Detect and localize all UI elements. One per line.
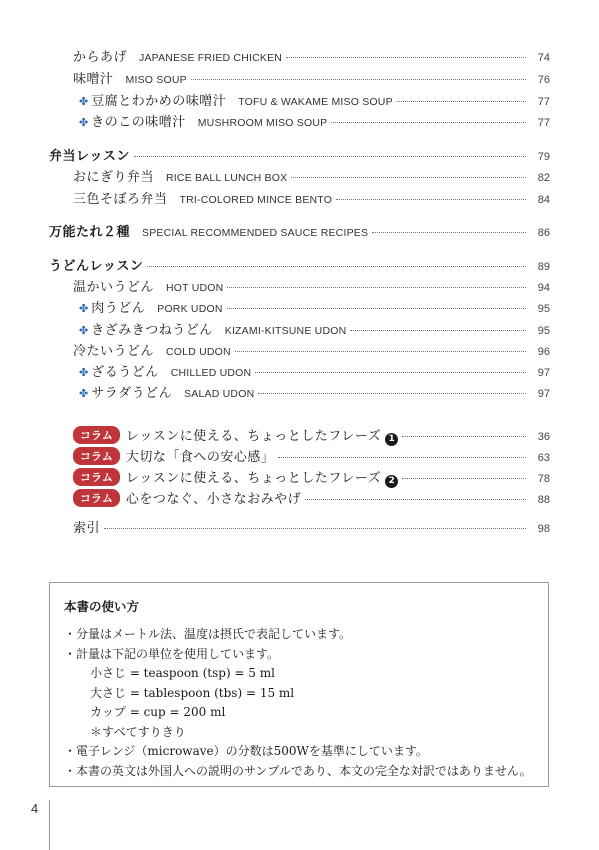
leader-dots — [402, 436, 526, 437]
toc-entry[interactable] — [73, 46, 550, 64]
toc-entry-page: 95 — [537, 325, 550, 337]
toc-section-title: 万能たれ２種 — [49, 225, 131, 240]
page-number: 4 — [31, 801, 39, 816]
column-entry-text: レッスンに使える、ちょっとしたフレーズ — [125, 429, 382, 444]
column-entry[interactable] — [73, 467, 550, 485]
column-entry[interactable] — [73, 446, 550, 464]
toc-entry-page: 84 — [537, 194, 550, 206]
cross-bullet-icon: ✤ — [79, 324, 89, 337]
toc-entry-en: COLD UDON — [166, 346, 231, 358]
leader-dots — [235, 351, 526, 352]
toc-entry-page: 97 — [537, 388, 550, 400]
howto-line: ・分量はメートル法、温度は摂氏で表記しています。 — [64, 627, 352, 641]
circled-number-1-icon: 1 — [385, 433, 398, 446]
toc-section[interactable] — [49, 255, 550, 273]
toc-entry-jp: からあげ — [73, 50, 128, 65]
column-entry-text: レッスンに使える、ちょっとしたフレーズ — [125, 471, 382, 486]
toc-entry-page: 96 — [537, 346, 550, 358]
toc-entry-en: MUSHROOM MISO SOUP — [197, 117, 328, 129]
leader-dots — [402, 478, 526, 479]
toc-entry-page: 77 — [537, 117, 550, 129]
toc-entry[interactable] — [73, 340, 550, 358]
toc-entry-page: 36 — [537, 431, 550, 443]
toc-subentry[interactable] — [79, 361, 550, 379]
leader-dots — [372, 232, 526, 233]
index-label: 索引 — [73, 521, 101, 536]
howto-note-line: ＊すべてすりきり — [90, 724, 186, 739]
toc-entry[interactable] — [73, 68, 550, 86]
index-entry[interactable] — [73, 517, 550, 535]
toc-entry-en: CHILLED UDON — [170, 367, 252, 379]
toc-subentry[interactable] — [79, 90, 550, 108]
toc-entry-jp: おにぎり弁当 — [73, 170, 155, 185]
howto-unit-line: 小さじ = teaspoon (tsp) = 5 ml — [90, 666, 275, 680]
leader-dots — [291, 177, 526, 178]
column-entry[interactable] — [73, 488, 550, 506]
leader-dots — [336, 199, 526, 200]
toc-entry-en: JAPANESE FRIED CHICKEN — [139, 52, 283, 64]
cross-bullet-icon: ✤ — [79, 95, 89, 108]
page-divider — [49, 800, 50, 850]
toc-entry-en: PORK UDON — [157, 303, 223, 315]
column-entry-text: 大切な「食への安心感」 — [125, 450, 275, 465]
toc-entry-en: RICE BALL LUNCH BOX — [166, 172, 288, 184]
how-to-use-title: 本書の使い方 — [64, 599, 140, 614]
leader-dots — [147, 266, 526, 267]
toc-entry-page: 74 — [537, 52, 550, 64]
toc-entry-en: SALAD UDON — [184, 388, 255, 400]
how-to-use-box — [49, 582, 549, 787]
toc-entry-page: 76 — [537, 74, 550, 86]
toc-entry-en: MISO SOUP — [125, 74, 187, 86]
leader-dots — [278, 457, 526, 458]
toc-entry-page: 79 — [537, 151, 550, 163]
toc-entry-jp: 豆腐とわかめの味噌汁 — [91, 94, 227, 109]
leader-dots — [134, 156, 526, 157]
howto-unit-line: カップ = cup = 200 ml — [90, 705, 226, 719]
toc-entry-jp: きざみきつねうどん — [91, 323, 213, 338]
column-badge: コラム — [73, 447, 120, 465]
toc-entry-jp: サラダうどん — [91, 386, 173, 401]
column-badge: コラム — [73, 468, 120, 486]
cross-bullet-icon: ✤ — [79, 387, 89, 400]
toc-subentry[interactable] — [79, 319, 550, 337]
column-entry-text: 心をつなぐ、小さなおみやげ — [125, 492, 302, 507]
leader-dots — [227, 308, 526, 309]
toc-section[interactable] — [49, 221, 550, 239]
toc-entry-jp: 三色そぼろ弁当 — [73, 192, 168, 207]
toc-entry-page: 97 — [537, 367, 550, 379]
leader-dots — [350, 330, 526, 331]
column-badge: コラム — [73, 426, 120, 444]
toc-entry-en: KIZAMI-KITSUNE UDON — [224, 325, 347, 337]
toc-subentry[interactable] — [79, 111, 550, 129]
leader-dots — [305, 499, 526, 500]
toc-section[interactable] — [49, 145, 550, 163]
toc-entry-jp: 味噌汁 — [73, 72, 114, 87]
toc-section-title: 弁当レッスン — [49, 149, 130, 164]
toc-entry[interactable] — [73, 166, 550, 184]
toc-entry-page: 88 — [537, 494, 550, 506]
leader-dots — [191, 79, 526, 80]
toc-entry-jp: 温かいうどん — [73, 280, 155, 295]
howto-line: ・本書の英文は外国人への説明のサンプルであり、本文の完全な対訳ではありません。 — [64, 763, 532, 778]
toc-entry-page: 82 — [537, 172, 550, 184]
toc-section-title: うどんレッスン — [49, 259, 144, 274]
toc-entry-jp: きのこの味噌汁 — [91, 115, 186, 130]
toc-entry-en: TOFU & WAKAME MISO SOUP — [238, 96, 393, 108]
toc-entry-en: TRI-COLORED MINCE BENTO — [179, 194, 333, 206]
circled-number-2-icon: 2 — [385, 475, 398, 488]
leader-dots — [331, 122, 526, 123]
toc-entry-page: 94 — [537, 282, 550, 294]
toc-entry-jp: 冷たいうどん — [73, 344, 155, 359]
toc-entry-page: 89 — [537, 261, 550, 273]
leader-dots — [258, 393, 526, 394]
leader-dots — [397, 101, 526, 102]
column-entry[interactable] — [73, 425, 550, 443]
leader-dots — [104, 528, 526, 529]
column-badge: コラム — [73, 489, 120, 507]
toc-entry-page: 78 — [537, 473, 550, 485]
howto-unit-line: 大さじ = tablespoon (tbs) = 15 ml — [90, 685, 295, 700]
howto-line: ・計量は下記の単位を使用しています。 — [64, 646, 280, 661]
toc-entry-jp: ざるうどん — [91, 365, 159, 380]
toc-entry-page: 98 — [537, 523, 550, 535]
leader-dots — [255, 372, 526, 373]
toc-subentry[interactable] — [79, 297, 550, 315]
toc-entry[interactable] — [73, 276, 550, 294]
toc-entry-en: HOT UDON — [166, 282, 224, 294]
cross-bullet-icon: ✤ — [79, 116, 89, 129]
leader-dots — [227, 287, 526, 288]
toc-entry-page: 77 — [537, 96, 550, 108]
toc-entry-jp: 肉うどん — [91, 301, 146, 316]
cross-bullet-icon: ✤ — [79, 302, 89, 315]
toc-entry-en: SPECIAL RECOMMENDED SAUCE RECIPES — [142, 227, 369, 239]
toc-entry-page: 63 — [537, 452, 550, 464]
cross-bullet-icon: ✤ — [79, 366, 89, 379]
leader-dots — [286, 57, 526, 58]
howto-line: ・電子レンジ（microwave）の分数は500Wを基準にしています。 — [64, 744, 428, 758]
toc-entry-page: 86 — [537, 227, 550, 239]
toc-entry-page: 95 — [537, 303, 550, 315]
toc-subentry[interactable] — [79, 382, 550, 400]
toc-entry[interactable] — [73, 188, 550, 206]
